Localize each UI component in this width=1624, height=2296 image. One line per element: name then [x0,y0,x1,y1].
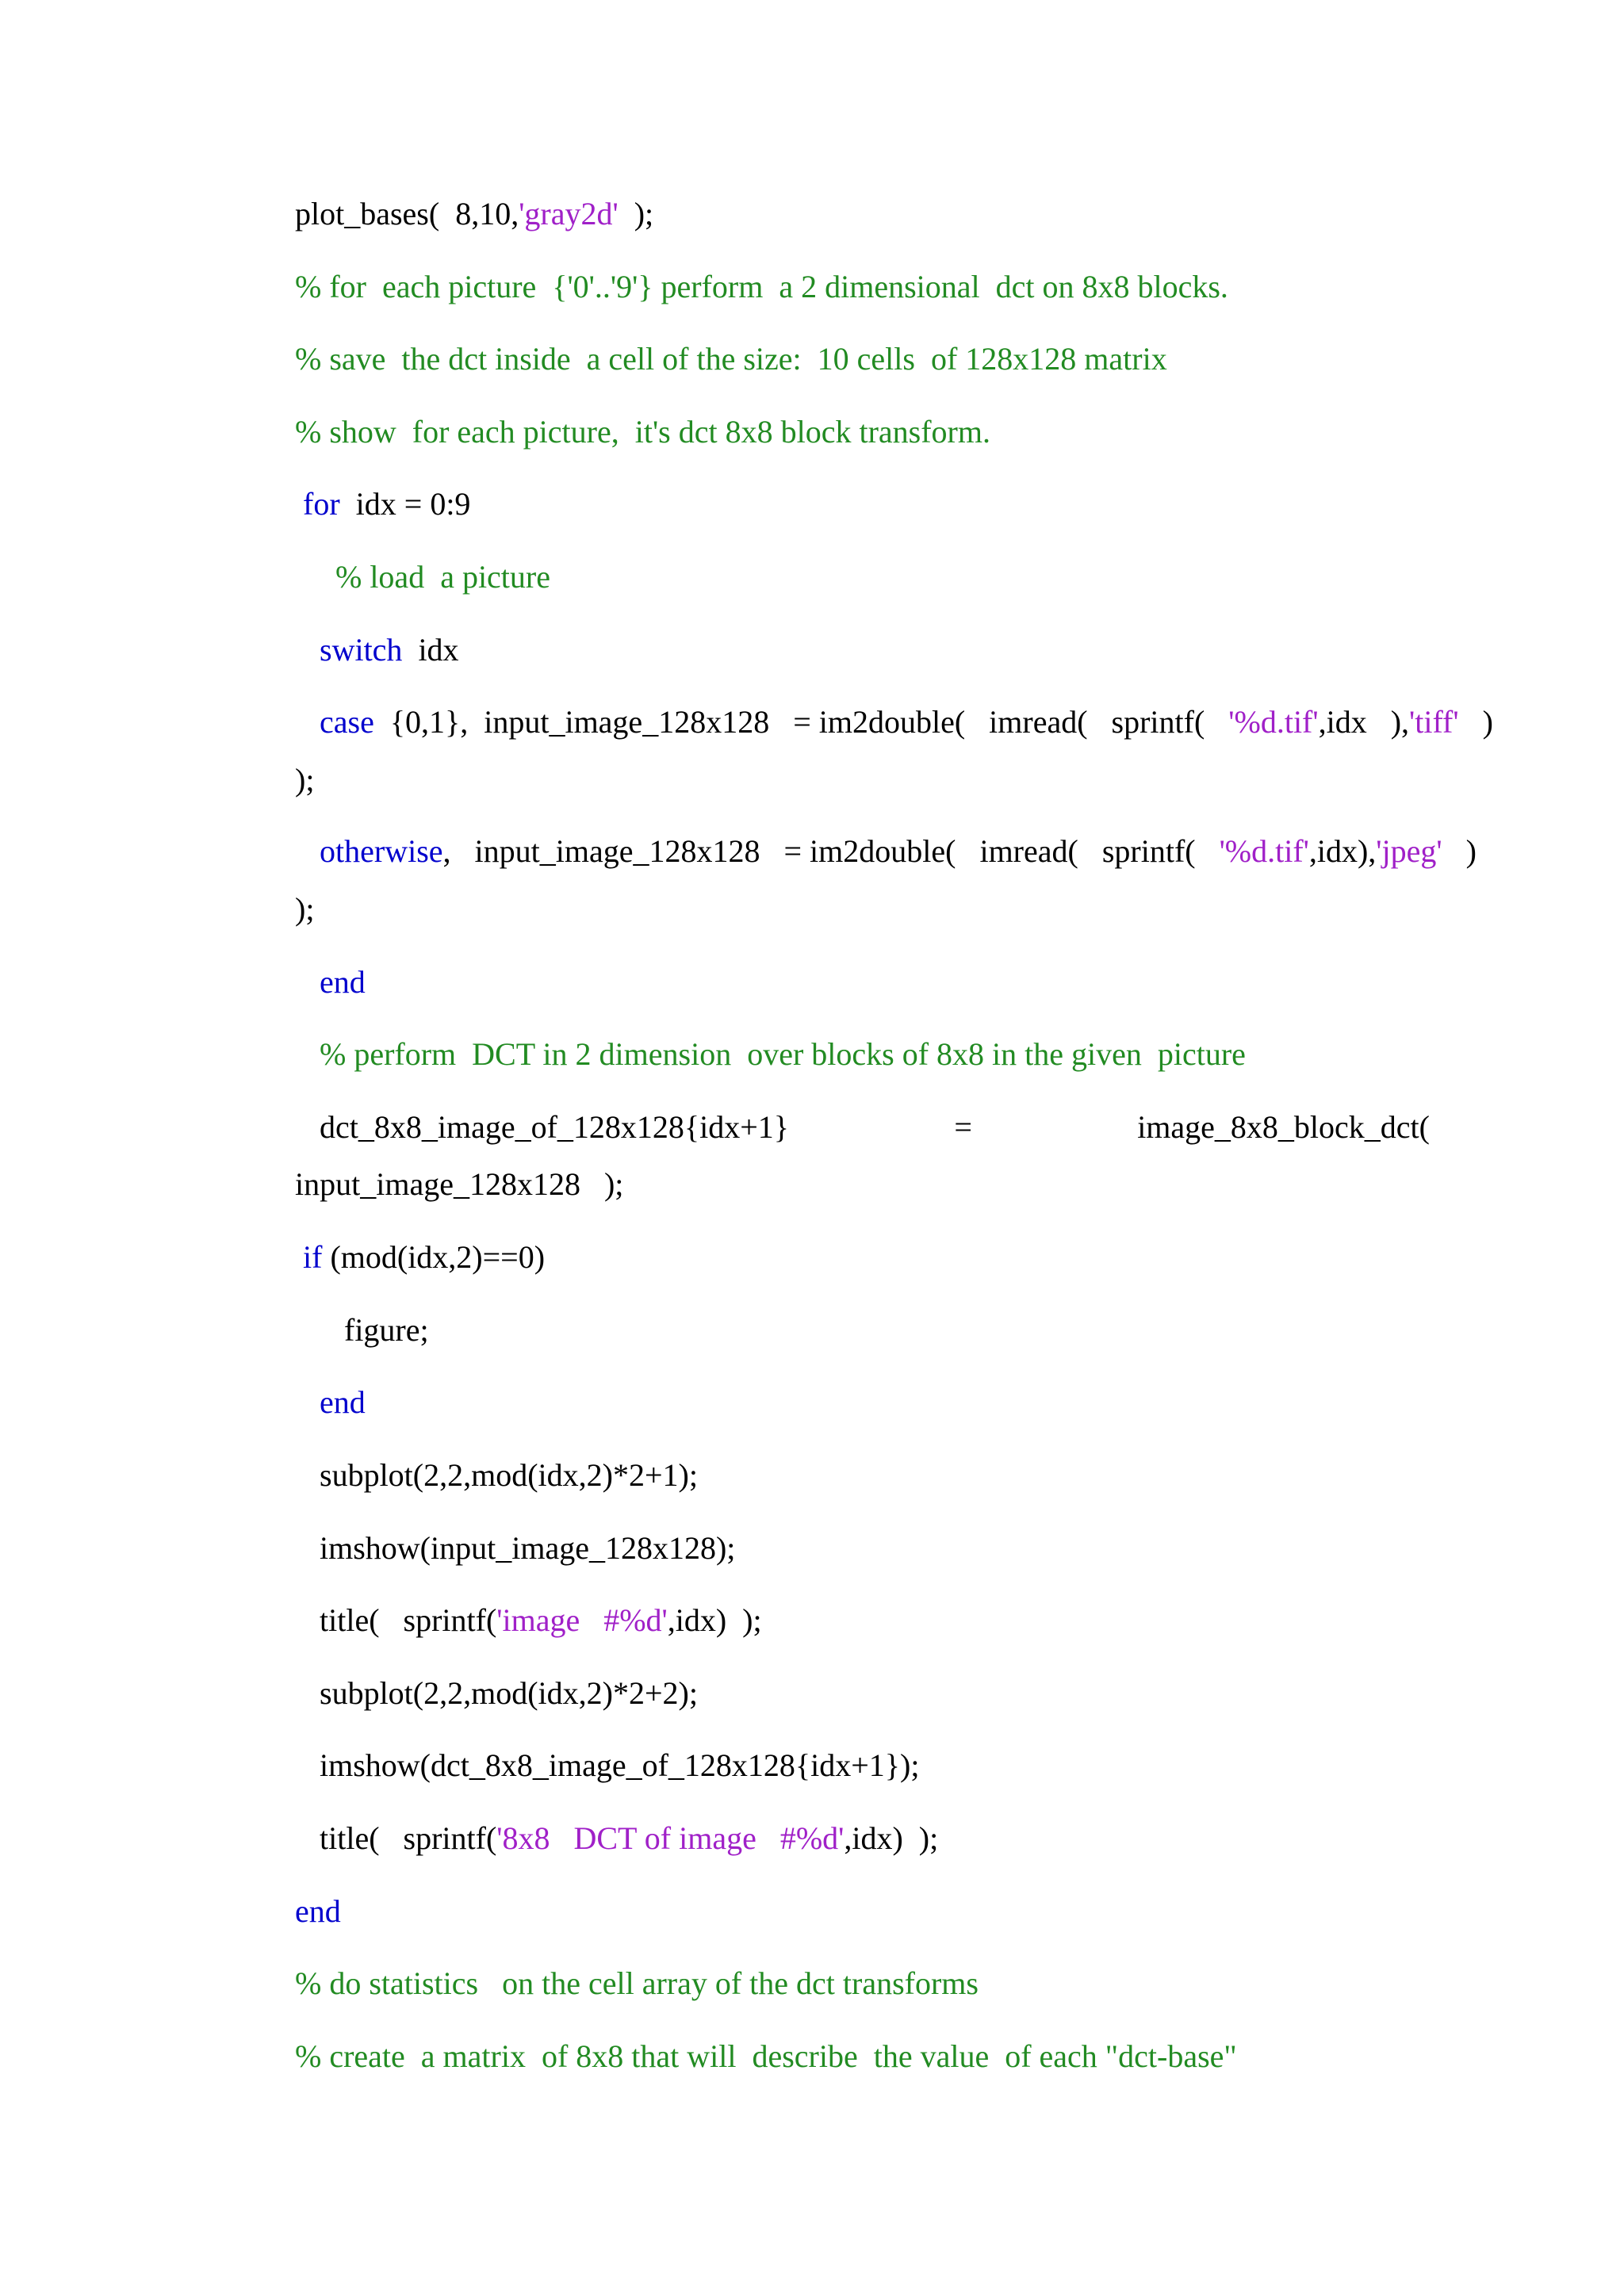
keyword-end: end [320,1384,366,1420]
string-literal: 'gray2d' [519,196,619,232]
code-line-case: case {0,1}, input_image_128x128 = im2double( imread( sprintf( '%d.tif',idx ),'tiff' ) [320,704,1493,740]
code-line-switch: switch idx [320,632,459,668]
code-line-dct-assign: dct_8x8_image_of_128x128{idx+1} = image_8x8_block_dct( [320,1109,1430,1145]
keyword: otherwise [320,833,443,869]
code-line-continuation: ); [295,762,315,798]
comment-line: % load a picture [335,559,550,595]
keyword-end: end [295,1893,341,1929]
code-line-otherwise: otherwise, input_image_128x128 = im2double( imread( sprintf( '%d.tif',idx),'jpeg' ) [320,833,1477,869]
code-line-plot-bases: plot_bases( 8,10,'gray2d' ); [295,196,654,232]
code-line-continuation: input_image_128x128 ); [295,1166,624,1202]
comment-line: % create a matrix of 8x8 that will describe the value of each "dct-base" [295,2038,1237,2074]
comment-line: % perform DCT in 2 dimension over blocks of 8x8 in the given picture [320,1036,1246,1072]
code-line-for: for idx = 0:9 [303,486,471,522]
code-line-continuation: ); [295,891,315,927]
string-literal: 'image #%d' [496,1602,668,1638]
keyword: switch [320,632,403,668]
comment-line: % save the dct inside a cell of the size: 10 cells of 128x128 matrix [295,341,1167,377]
string-literal: 'jpeg' [1376,833,1442,869]
comment-line: % for each picture {'0'..'9'} perform a 2 dimensional dct on 8x8 blocks. [295,269,1228,304]
comment-line: % show for each picture, it's dct 8x8 block transform. [295,414,990,450]
keyword: if [303,1239,323,1275]
comment-line: % do statistics on the cell array of the dct transforms [295,1965,979,2001]
keyword: for [303,486,340,522]
code-line-imshow: imshow(input_image_128x128); [320,1530,736,1566]
code-line-title: title( sprintf('image #%d',idx) ); [320,1602,762,1638]
code-line-subplot: subplot(2,2,mod(idx,2)*2+2); [320,1675,698,1711]
string-literal: '%d.tif' [1228,704,1319,740]
string-literal: '%d.tif' [1219,833,1309,869]
keyword: case [320,704,374,740]
code-line-if: if (mod(idx,2)==0) [303,1239,546,1275]
string-literal: '8x8 DCT of image #%d' [496,1820,845,1856]
code-line-imshow: imshow(dct_8x8_image_of_128x128{idx+1}); [320,1747,920,1783]
code-line-subplot: subplot(2,2,mod(idx,2)*2+1); [320,1457,698,1493]
code-line-figure: figure; [344,1312,429,1348]
code-line-title: title( sprintf('8x8 DCT of image #%d',idx) ); [320,1820,939,1856]
keyword-end: end [320,964,366,1000]
string-literal: 'tiff' [1409,704,1459,740]
